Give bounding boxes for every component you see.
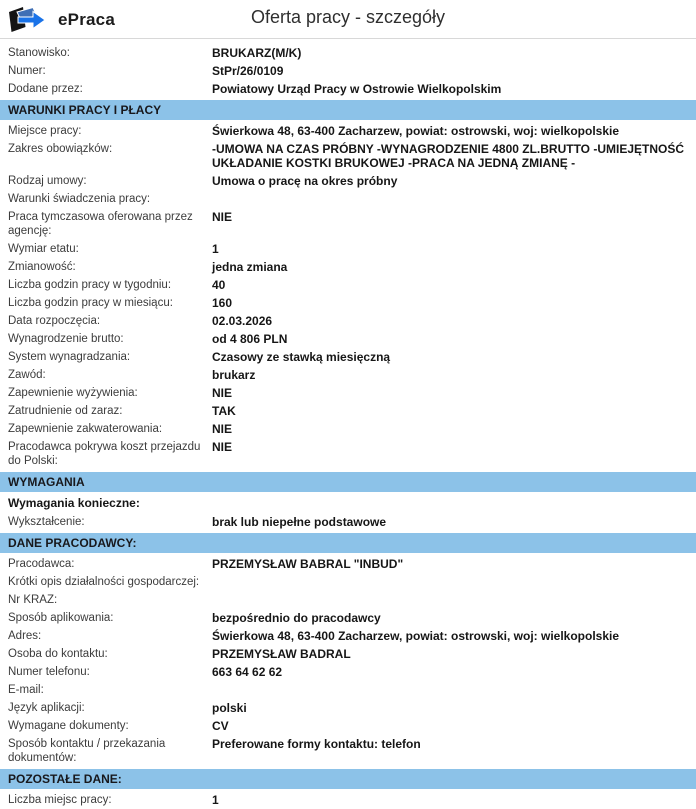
detail-label-wyksztalcenie: Wykształcenie: xyxy=(8,516,85,528)
detail-label-wymiar-etatu: Wymiar etatu: xyxy=(8,243,79,255)
detail-label-stanowisko: Stanowisko: xyxy=(8,47,71,59)
detail-value-liczba-godzin-tydzien: 40 xyxy=(212,278,226,292)
detail-value-nr-kraz xyxy=(212,593,688,607)
detail-row-sposob-aplikowania xyxy=(0,609,696,627)
detail-row-zapewnienie-wyzywienia xyxy=(0,384,696,402)
section-header-pozostale-dane: POZOSTAŁE DANE: xyxy=(0,769,696,789)
detail-label-osoba-do-kontaktu: Osoba do kontaktu: xyxy=(8,648,108,660)
detail-value-rodzaj-umowy: Umowa o pracę na okres próbny xyxy=(212,174,398,188)
detail-label-email: E-mail: xyxy=(8,684,44,696)
detail-value-wynagrodzenie-brutto: od 4 806 PLN xyxy=(212,332,288,346)
detail-row-sposob-kontaktu xyxy=(0,735,696,767)
detail-label-numer-telefonu: Numer telefonu: xyxy=(8,666,90,678)
detail-row-miejsce-pracy xyxy=(0,122,696,140)
detail-row-wynagrodzenie-brutto xyxy=(0,330,696,348)
detail-row-osoba-do-kontaktu xyxy=(0,645,696,663)
detail-label-dodane-przez: Dodane przez: xyxy=(8,83,83,95)
detail-row-system-wynagradzania xyxy=(0,348,696,366)
detail-label-sposob-aplikowania: Sposób aplikowania: xyxy=(8,612,114,624)
detail-label-warunki-swiadczenia-pracy: Warunki świadczenia pracy: xyxy=(8,193,151,205)
detail-row-wymagane-dokumenty xyxy=(0,717,696,735)
detail-label-numer: Numer: xyxy=(8,65,46,77)
detail-value-dodane-przez: Powiatowy Urząd Pracy w Ostrowie Wielkopolskim xyxy=(212,82,502,96)
detail-row-numer-telefonu xyxy=(0,663,696,681)
detail-value-liczba-miejsc-pracy: 1 xyxy=(212,793,219,807)
detail-label-liczba-miejsc-pracy: Liczba miejsc pracy: xyxy=(8,794,112,806)
detail-value-wyksztalcenie: brak lub niepełne podstawowe xyxy=(212,515,387,529)
detail-row-nr-kraz xyxy=(0,591,696,609)
detail-value-sposob-kontaktu: Preferowane formy kontaktu: telefon xyxy=(212,737,421,751)
detail-label-pracodawca: Pracodawca: xyxy=(8,558,75,570)
detail-value-jezyk-aplikacji: polski xyxy=(212,701,247,715)
detail-row-krotki-opis-dzialalnosci xyxy=(0,573,696,591)
detail-label-zatrudnienie-od-zaraz: Zatrudnienie od zaraz: xyxy=(8,405,123,417)
detail-value-adres: Świerkowa 48, 63-400 Zacharzew, powiat: ostrowski, woj: wielkopolskie xyxy=(212,629,620,643)
detail-value-wymiar-etatu: 1 xyxy=(212,242,219,256)
section-header-dane-pracodawcy: DANE PRACODAWCY: xyxy=(0,533,696,553)
detail-label-rodzaj-umowy: Rodzaj umowy: xyxy=(8,175,87,187)
detail-value-system-wynagradzania: Czasowy ze stawką miesięczną xyxy=(212,350,391,364)
detail-label-koszt-przejazdu-do-polski: Pracodawca pokrywa koszt przejazdu do Polski: xyxy=(8,441,201,467)
detail-value-koszt-przejazdu-do-polski: NIE xyxy=(212,440,233,454)
detail-value-email xyxy=(212,683,688,697)
detail-row-zawod xyxy=(0,366,696,384)
detail-row-adres xyxy=(0,627,696,645)
detail-row-rodzaj-umowy xyxy=(0,172,696,190)
page-header xyxy=(0,0,696,39)
detail-value-osoba-do-kontaktu: PRZEMYSŁAW BADRAL xyxy=(212,647,351,661)
detail-row-dodane-przez xyxy=(0,80,696,98)
section-header-wymagania: WYMAGANIA xyxy=(0,472,696,492)
detail-row-liczba-godzin-tydzien xyxy=(0,276,696,294)
detail-row-jezyk-aplikacji xyxy=(0,699,696,717)
detail-row-stanowisko xyxy=(0,44,696,62)
detail-label-zmianowosc: Zmianowość: xyxy=(8,261,76,273)
detail-row-koszt-przejazdu-do-polski xyxy=(0,438,696,470)
detail-label-wymagane-dokumenty: Wymagane dokumenty: xyxy=(8,720,129,732)
detail-label-system-wynagradzania: System wynagradzania: xyxy=(8,351,131,363)
details-table xyxy=(0,39,696,809)
detail-row-zatrudnienie-od-zaraz xyxy=(0,402,696,420)
detail-row-email xyxy=(0,681,696,699)
epraca-logo-text: ePraca xyxy=(58,9,115,29)
detail-label-data-rozpoczecia: Data rozpoczęcia: xyxy=(8,315,101,327)
detail-row-zmianowosc xyxy=(0,258,696,276)
detail-row-liczba-miejsc-pracy xyxy=(0,791,696,809)
detail-row-zakres-obowiazkow xyxy=(0,140,696,172)
detail-value-zakres-obowiazkow: -UMOWA NA CZAS PRÓBNY -WYNAGRODZENIE 4800 ZL.BRUTTO -UMIEJĘTNOŚĆ UKŁADANIE KOSTKI BRUKOWEJ -PRACA NA JEDNĄ ZMIANĘ - xyxy=(212,142,685,170)
detail-row-wymiar-etatu xyxy=(0,240,696,258)
detail-value-krotki-opis-dzialalnosci xyxy=(212,575,688,589)
detail-row-praca-tymczasowa xyxy=(0,208,696,240)
section-header-warunki-pracy-i-placy: WARUNKI PRACY I PŁACY xyxy=(0,100,696,120)
detail-value-zawod: brukarz xyxy=(212,368,256,382)
detail-label-wynagrodzenie-brutto: Wynagrodzenie brutto: xyxy=(8,333,124,345)
subheading-wymagania-konieczne: Wymagania konieczne: xyxy=(8,496,140,510)
detail-value-zapewnienie-zakwaterowania: NIE xyxy=(212,422,233,436)
detail-label-miejsce-pracy: Miejsce pracy: xyxy=(8,125,82,137)
detail-value-zatrudnienie-od-zaraz: TAK xyxy=(212,404,236,418)
page-title: Oferta pracy - szczegóły xyxy=(250,7,446,27)
detail-value-sposob-aplikowania: bezpośrednio do pracodawcy xyxy=(212,611,381,625)
detail-row-liczba-godzin-miesiac xyxy=(0,294,696,312)
detail-value-zmianowosc: jedna zmiana xyxy=(212,260,288,274)
detail-row-data-rozpoczecia xyxy=(0,312,696,330)
detail-row-warunki-swiadczenia-pracy xyxy=(0,190,696,208)
detail-value-wymagane-dokumenty: CV xyxy=(212,719,229,733)
detail-label-krotki-opis-dzialalnosci: Krótki opis działalności gospodarczej: xyxy=(8,576,200,588)
detail-label-sposob-kontaktu: Sposób kontaktu / przekazania dokumentów: xyxy=(8,738,166,764)
detail-label-zawod: Zawód: xyxy=(8,369,46,381)
detail-label-zapewnienie-zakwaterowania: Zapewnienie zakwaterowania: xyxy=(8,423,163,435)
detail-value-numer-telefonu: 663 64 62 62 xyxy=(212,665,283,679)
detail-value-stanowisko: BRUKARZ(M/K) xyxy=(212,46,302,60)
detail-row-pracodawca xyxy=(0,555,696,573)
detail-label-praca-tymczasowa: Praca tymczasowa oferowana przez agencję: xyxy=(8,211,193,237)
detail-value-liczba-godzin-miesiac: 160 xyxy=(212,296,233,310)
detail-value-numer: StPr/26/0109 xyxy=(212,64,284,78)
detail-value-praca-tymczasowa: NIE xyxy=(212,210,233,224)
detail-label-zakres-obowiazkow: Zakres obowiązków: xyxy=(8,143,113,155)
detail-label-liczba-godzin-tydzien: Liczba godzin pracy w tygodniu: xyxy=(8,279,172,291)
detail-label-nr-kraz: Nr KRAZ: xyxy=(8,594,58,606)
detail-label-zapewnienie-wyzywienia: Zapewnienie wyżywienia: xyxy=(8,387,138,399)
detail-value-pracodawca: PRZEMYSŁAW BABRAL "INBUD" xyxy=(212,557,404,571)
detail-label-liczba-godzin-miesiac: Liczba godzin pracy w miesiącu: xyxy=(8,297,173,309)
detail-value-miejsce-pracy: Świerkowa 48, 63-400 Zacharzew, powiat: ostrowski, woj: wielkopolskie xyxy=(212,124,620,138)
detail-label-jezyk-aplikacji: Język aplikacji: xyxy=(8,702,85,714)
detail-value-warunki-swiadczenia-pracy xyxy=(212,192,688,206)
detail-row-numer xyxy=(0,62,696,80)
detail-value-zapewnienie-wyzywienia: NIE xyxy=(212,386,233,400)
detail-row-zapewnienie-zakwaterowania xyxy=(0,420,696,438)
detail-row-wyksztalcenie xyxy=(0,513,696,531)
detail-label-adres: Adres: xyxy=(8,630,42,642)
detail-value-data-rozpoczecia: 02.03.2026 xyxy=(212,314,273,328)
